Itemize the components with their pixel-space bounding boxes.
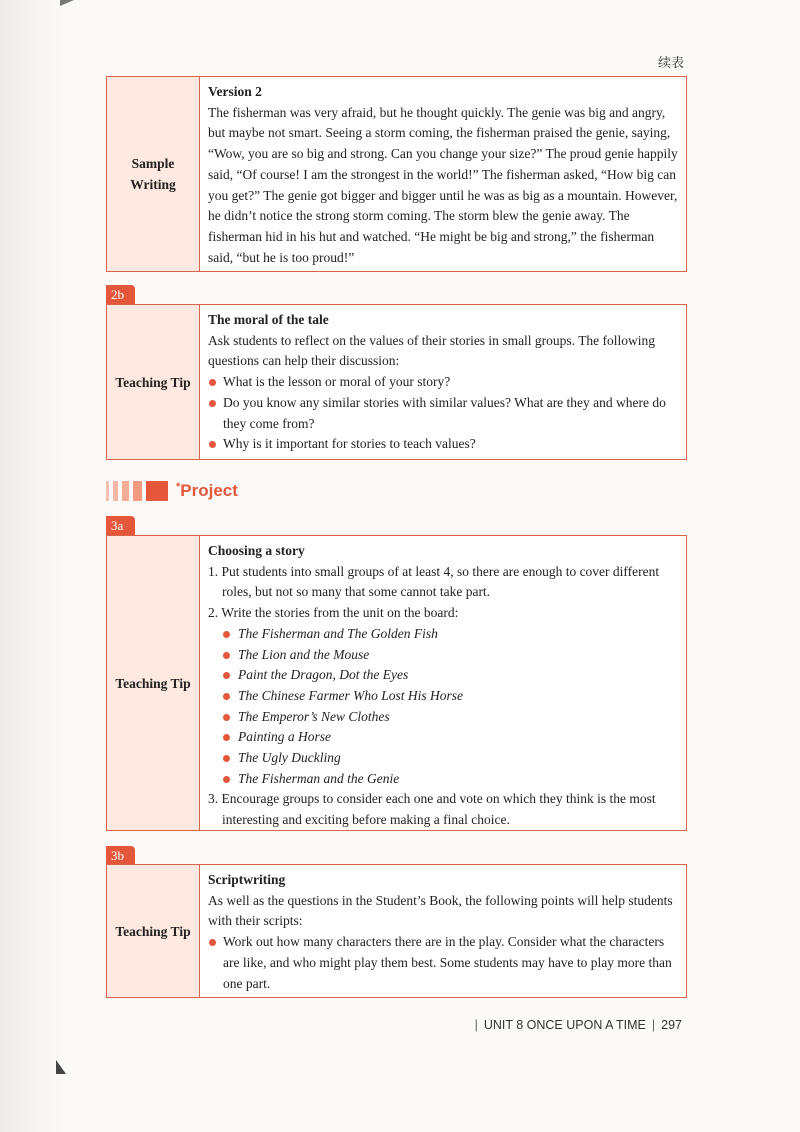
page-footer: | UNIT 8 ONCE UPON A TIME | 297 — [474, 1018, 682, 1032]
section-2b-intro: Ask students to reflect on the values of their stories in small groups. The following questions can help their discussion: — [208, 332, 656, 369]
bullet-icon — [223, 652, 230, 659]
bullet-icon — [223, 672, 230, 679]
page-number: 297 — [661, 1018, 682, 1032]
list-item: What is the lesson or moral of your story? — [208, 372, 678, 393]
list-item: 2. Write the stories from the unit on the board: — [208, 605, 459, 621]
banner-stripe — [122, 481, 129, 501]
section-3b-bullets — [208, 932, 678, 994]
list-item: 1. Put students into small groups of at least 4, so there are enough to cover different roles, but not so many that some cannot take part. — [208, 563, 660, 600]
bullet-icon — [223, 734, 230, 741]
corner-mark-top — [60, 0, 74, 6]
list-item: The Fisherman and the Genie — [208, 769, 678, 790]
list-item: Why is it important for stories to teach values? — [208, 434, 678, 455]
teaching-tip-label-3a: Teaching Tip — [107, 536, 200, 830]
section-3b-heading: Scriptwriting — [208, 872, 286, 887]
bullet-icon — [223, 776, 230, 783]
section-2b-heading: The moral of the tale — [208, 312, 329, 327]
list-item: The Chinese Farmer Who Lost His Horse — [208, 686, 678, 707]
teaching-tip-label-2b: Teaching Tip — [107, 305, 200, 459]
banner-stripe — [106, 481, 109, 501]
teaching-tip-3b-content — [200, 865, 686, 997]
bullet-icon — [223, 714, 230, 721]
sample-writing-content — [200, 77, 686, 271]
sample-text: The fisherman was very afraid, but he thought quickly. The genie was big and angry, but maybe not smart. Seeing a storm coming, the fisherman praised the genie, saying, “Wow, you are so big and strong. Can you change your size?” The proud genie happily said, “Of course! I am the strongest in the world!” The fisherman asked, “How big can you get?” The genie got bigger and bigger until he was as big as a mountain. However, he didn’t notice the strong storm coming. The storm blew the genie away. The fisherman hid in his hut and watched. “He might be big and strong,” the fisherman said, “but he is too proud!” — [208, 104, 678, 265]
teaching-tip-2b-box — [106, 304, 687, 460]
sample-heading: Version 2 — [208, 84, 262, 99]
teaching-tip-3b-box — [106, 864, 687, 998]
bullet-icon — [209, 379, 216, 386]
corner-mark-bottom — [56, 1060, 66, 1074]
list-item: The Lion and the Mouse — [208, 645, 678, 666]
teaching-tip-3a-content — [200, 536, 686, 830]
teaching-tip-3a-box — [106, 535, 687, 831]
bullet-icon — [209, 400, 216, 407]
sample-writing-label: Sample Writing — [107, 77, 200, 271]
bullet-icon — [223, 631, 230, 638]
list-item: 3. Encourage groups to consider each one and vote on which they think is the most interesting and exciting before making a final choice. — [208, 791, 656, 828]
section-2b-bullets — [208, 372, 678, 455]
page-binding-shadow — [0, 0, 70, 1132]
project-section-header — [106, 480, 238, 502]
list-item: The Emperor’s New Clothes — [208, 707, 678, 728]
list-item: The Fisherman and The Golden Fish — [208, 624, 678, 645]
list-item: Do you know any similar stories with similar values? What are they and where do they come from? — [208, 393, 678, 434]
section-tag-3a: 3a — [106, 516, 135, 535]
banner-stripe — [113, 481, 118, 501]
banner-stripe — [133, 481, 142, 501]
list-item: Painting a Horse — [208, 727, 678, 748]
section-tag-3b: 3b — [106, 846, 135, 865]
list-item: Work out how many characters there are in the play. Consider what the characters are like, and who might play them best. Some students may have to play more than one part. — [208, 932, 678, 994]
section-3b-intro: As well as the questions in the Student’s Book, the following points will help students with their scripts: — [208, 892, 673, 929]
list-item: Paint the Dragon, Dot the Eyes — [208, 665, 678, 686]
section-3a-heading: Choosing a story — [208, 543, 305, 558]
banner-stripe — [146, 481, 168, 501]
teaching-tip-label-3b: Teaching Tip — [107, 865, 200, 997]
bullet-icon — [209, 441, 216, 448]
bullet-icon — [223, 693, 230, 700]
teaching-tip-2b-content — [200, 305, 686, 459]
list-item: The Ugly Duckling — [208, 748, 678, 769]
section-3a-steps — [208, 562, 678, 624]
section-3a-step-3 — [208, 789, 678, 830]
continued-label: 续表 — [657, 56, 684, 71]
sample-writing-box — [106, 76, 687, 272]
footer-unit: UNIT 8 ONCE UPON A TIME — [483, 1018, 646, 1032]
bullet-icon — [223, 755, 230, 762]
bullet-icon — [209, 939, 216, 946]
story-list — [208, 624, 678, 790]
project-title: *Project — [176, 481, 238, 500]
section-tag-2b: 2b — [106, 285, 135, 304]
